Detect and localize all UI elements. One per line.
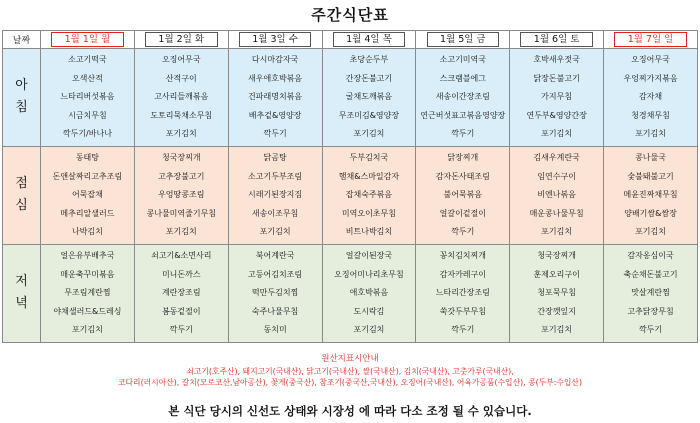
- menu-item: 오징어무국: [161, 55, 201, 64]
- menu-cell: [604, 244, 698, 342]
- menu-cell: [134, 49, 228, 147]
- menu-item: 포기김치: [635, 227, 666, 237]
- menu-item: 깍두기: [263, 129, 287, 139]
- breakfast-row: [3, 49, 698, 147]
- menu-item-list: [323, 147, 416, 244]
- menu-item: 오징어미나리초무침: [334, 269, 404, 279]
- menu-item: 도토리묵채소무침: [150, 110, 213, 120]
- day-label: 1월 4일 목: [333, 32, 406, 47]
- menu-item: 우엉땅콩조림: [158, 190, 205, 200]
- menu-item: 고사리들깨볶음: [154, 92, 209, 102]
- origin-notice: [2, 352, 698, 402]
- origin-notice-line-2: 코다리(러시아산), 갈치(모로코산,남아공산), 꽃게(중국산), 참조기(중국산,국내산), 오징어(국내산), 어육가공품(수입산), 콩(두부:수입산): [117, 378, 583, 387]
- menu-cell: [228, 146, 322, 244]
- menu-cell: [41, 146, 135, 244]
- menu-cell: [41, 244, 135, 342]
- menu-item: 소고기떡국: [68, 55, 107, 64]
- menu-item: 연근버섯표고볶음영양장: [420, 110, 506, 120]
- menu-item: 가지무침: [541, 92, 573, 102]
- menu-item: 포기김치: [541, 325, 573, 335]
- menu-item: 포기김치: [259, 227, 291, 237]
- menu-item-list: [229, 49, 322, 146]
- menu-item: 청포묵무침: [537, 288, 576, 298]
- menu-item: 건파래명치볶음: [248, 92, 303, 102]
- menu-item: 맛살계란찜: [631, 288, 670, 298]
- menu-cell: [228, 49, 322, 147]
- menu-item: 야채샐러드&드레싱: [53, 306, 122, 316]
- menu-item: 애호박볶음: [349, 288, 389, 298]
- menu-cell: [228, 244, 322, 342]
- menu-item-list: [135, 245, 228, 342]
- day-header-4: [416, 31, 510, 49]
- meal-label: [3, 49, 41, 147]
- menu-item: 두부김치국: [349, 152, 389, 162]
- menu-item: 숯불돼불고기: [627, 171, 674, 181]
- menu-item: 감자채: [638, 92, 663, 102]
- day-label: 1월 1일 월: [51, 32, 124, 47]
- menu-item: 오색산적: [71, 73, 103, 83]
- menu-item: 호박새우젓국: [533, 55, 580, 64]
- menu-item: 얼은유부배추국: [60, 250, 115, 260]
- menu-item: 포기김치: [353, 129, 385, 139]
- date-column-label: 날짜: [3, 31, 41, 49]
- menu-item: 닭장찌개: [447, 152, 479, 162]
- menu-item: 임연수구이: [537, 171, 576, 181]
- meal-label-char: 침: [15, 100, 28, 116]
- menu-item: 감자돈사태조림: [435, 171, 490, 181]
- menu-item-list: [229, 147, 322, 244]
- menu-item: 계란장조림: [161, 288, 201, 298]
- menu-item: 쇠고기&소면사리: [151, 250, 212, 260]
- menu-item-list: [510, 245, 603, 342]
- menu-item: 느타리버섯볶음: [60, 92, 115, 102]
- menu-item: 청국장찌개: [161, 152, 201, 162]
- menu-item: 축순채돈불고기: [623, 269, 678, 279]
- menu-item: 고등어김치조림: [248, 269, 303, 279]
- menu-item: 돈앤살짜리고추조림: [52, 171, 123, 181]
- menu-item-list: [510, 49, 603, 146]
- day-header-0: [41, 31, 135, 49]
- menu-item: 동치미: [263, 325, 287, 335]
- menu-item: 떡만두김치찜: [251, 288, 299, 298]
- footer-disclaimer: 본 식단 당시의 신선도 상태와 시장성 에 따라 다소 조정 될 수 있습니다.: [168, 404, 532, 418]
- menu-cell: [416, 244, 510, 342]
- dinner-row: [3, 244, 698, 342]
- menu-item: 포기김치: [635, 129, 666, 139]
- meal-label-char: 점: [15, 176, 28, 192]
- menu-item: 숙주나물무침: [251, 306, 299, 316]
- menu-item: 우엉찌가지볶음: [623, 73, 678, 83]
- menu-item-list: [604, 245, 697, 342]
- menu-item: 새우애호박볶음: [248, 73, 303, 83]
- menu-item: 청국장찌개: [537, 250, 576, 260]
- menu-item: 닭곰탕: [263, 152, 287, 162]
- menu-item-list: [604, 147, 697, 244]
- menu-cell: [134, 244, 228, 342]
- menu-item: 간장돈불고기: [345, 73, 393, 83]
- meal-label-char: 아: [15, 78, 28, 94]
- menu-cell: [604, 146, 698, 244]
- menu-item: 포기김치: [165, 227, 197, 237]
- menu-item: 콩나물국: [635, 152, 666, 162]
- menu-item: 잡채숙주볶음: [345, 190, 393, 200]
- menu-item-list: [604, 49, 697, 146]
- menu-item: 봄동겉절이: [161, 306, 201, 316]
- menu-item: 새송이간장조림: [435, 92, 490, 102]
- menu-item: 고추닭장무침: [627, 306, 674, 316]
- menu-item: 느타리간장조림: [435, 288, 490, 298]
- menu-item: 김새우계란국: [533, 152, 580, 162]
- origin-notice-line-1: 쇠고기(호주산), 돼지고기(국내산), 닭고기(국내산), 쌀(국내산), 김치(국내산), 고춧가루(국내산),: [186, 367, 514, 376]
- lunch-row: [3, 146, 698, 244]
- menu-item: 오징어무국: [631, 55, 670, 64]
- menu-item: 초당순두부: [349, 55, 389, 64]
- menu-cell: [510, 146, 604, 244]
- page-title: 주간식단표: [311, 6, 389, 24]
- menu-item: 비트나박김치: [345, 227, 393, 237]
- weekly-menu-table: [2, 30, 698, 343]
- menu-item: 무조미김&영양장: [338, 110, 400, 120]
- menu-item: 시금치무침: [68, 110, 107, 120]
- menu-item-list: [510, 147, 603, 244]
- day-label: 1월 6일 토: [520, 32, 593, 47]
- menu-item-list: [416, 245, 509, 342]
- menu-item: 불어묵볶음: [443, 190, 483, 200]
- menu-item: 깍두기: [451, 129, 475, 139]
- menu-item: 산적구이: [165, 73, 197, 83]
- menu-item: 양배기쌈&쌈장: [624, 208, 677, 218]
- menu-item: 깍두기: [169, 325, 193, 335]
- meal-label-char: 녁: [15, 296, 28, 312]
- menu-cell: [134, 146, 228, 244]
- menu-item: 다시마감자국: [251, 55, 299, 64]
- menu-item: 포기김치: [353, 325, 385, 335]
- menu-item-list: [135, 49, 228, 146]
- menu-item: 닭장돈불고기: [533, 73, 580, 83]
- menu-item: 소고기두부조림: [248, 171, 303, 181]
- menu-item: 도시락김: [353, 306, 385, 316]
- menu-item-list: [41, 147, 134, 244]
- menu-item: 꽁치김치찌개: [439, 250, 486, 260]
- menu-cell: [322, 244, 416, 342]
- menu-item: 콩나물미역줄기무침: [146, 208, 217, 218]
- meal-label: [3, 244, 41, 342]
- menu-item: 깍두기: [451, 227, 475, 237]
- menu-item: 매운콩나물무침: [529, 208, 584, 218]
- menu-item: 배추겉&영양장: [248, 110, 302, 120]
- menu-item: 미니돈까스: [161, 269, 201, 279]
- menu-cell: [416, 146, 510, 244]
- menu-item: 청경채무침: [631, 110, 670, 120]
- day-label: 1월 3일 수: [239, 32, 312, 47]
- menu-item: 얼갈이겉절이: [439, 208, 486, 218]
- menu-item-list: [416, 49, 509, 146]
- menu-item: 비엔나볶음: [537, 190, 576, 200]
- menu-item: 간장깻잎지: [537, 306, 576, 316]
- menu-item-list: [41, 49, 134, 146]
- origin-notice-title: 원산지표시안내: [321, 354, 379, 364]
- menu-cell: [510, 244, 604, 342]
- menu-item: 포기김치: [541, 227, 573, 237]
- menu-item: 포기김치: [541, 129, 573, 139]
- menu-item: 깍두기/바나나: [62, 129, 112, 139]
- menu-item: 매운축꾸미볶음: [60, 269, 115, 279]
- menu-item-list: [323, 245, 416, 342]
- menu-item: 미역오이초무침: [341, 208, 396, 218]
- menu-item: 새송이조무침: [251, 208, 299, 218]
- menu-item: 동태탕: [75, 152, 100, 162]
- menu-item: 메추리알샐러드: [60, 208, 115, 218]
- menu-item: 스크램블에그: [439, 73, 486, 83]
- menu-item: 포기김치: [165, 129, 197, 139]
- day-label: 1월 2일 화: [145, 32, 218, 47]
- meal-label: [3, 146, 41, 244]
- meal-label-char: 저: [15, 274, 28, 290]
- menu-item-list: [323, 49, 416, 146]
- meal-label-char: 심: [15, 198, 28, 214]
- menu-item: 감자카레구이: [439, 269, 486, 279]
- menu-item: 깍두기: [638, 325, 663, 335]
- menu-cell: [510, 49, 604, 147]
- menu-item-list: [41, 245, 134, 342]
- menu-item: 메윤진짜채무침: [623, 190, 678, 200]
- menu-item-list: [416, 147, 509, 244]
- day-header-5: [510, 31, 604, 49]
- day-header-3: [322, 31, 416, 49]
- menu-item-list: [135, 147, 228, 244]
- menu-item: 포기김치: [71, 325, 103, 335]
- day-header-6: [604, 31, 698, 49]
- menu-item: 나박김치: [71, 227, 103, 237]
- menu-item: 쑥갓두부무침: [439, 306, 486, 316]
- menu-cell: [41, 49, 135, 147]
- menu-item: 북어계란국: [255, 250, 295, 260]
- menu-item: 고추장불고기: [158, 171, 205, 181]
- day-header-2: [228, 31, 322, 49]
- menu-item: 시래기된장지짐: [248, 190, 303, 200]
- menu-item: 깍두기: [451, 325, 475, 335]
- day-header-1: [134, 31, 228, 49]
- menu-cell: [322, 146, 416, 244]
- menu-item: 굴채도깨볶음: [345, 92, 393, 102]
- menu-item: 연두부&영양간장: [526, 110, 587, 120]
- day-label: 1월 5일 금: [427, 32, 500, 47]
- menu-cell: [604, 49, 698, 147]
- menu-item: 훈제오리구이: [533, 269, 580, 279]
- menu-item-list: [229, 245, 322, 342]
- menu-item: 어묵잡채: [71, 190, 103, 200]
- day-label: 1월 7일 일: [614, 32, 687, 47]
- menu-cell: [416, 49, 510, 147]
- menu-item: 얼갈이된장국: [345, 250, 393, 260]
- menu-item: 무조림계란찜: [64, 288, 111, 298]
- date-header-row: [3, 31, 698, 49]
- menu-item: 감자옹심이국: [627, 250, 674, 260]
- menu-item: 소고기미역국: [439, 55, 486, 64]
- menu-cell: [322, 49, 416, 147]
- menu-item: 햄채&스마일감자: [338, 171, 400, 181]
